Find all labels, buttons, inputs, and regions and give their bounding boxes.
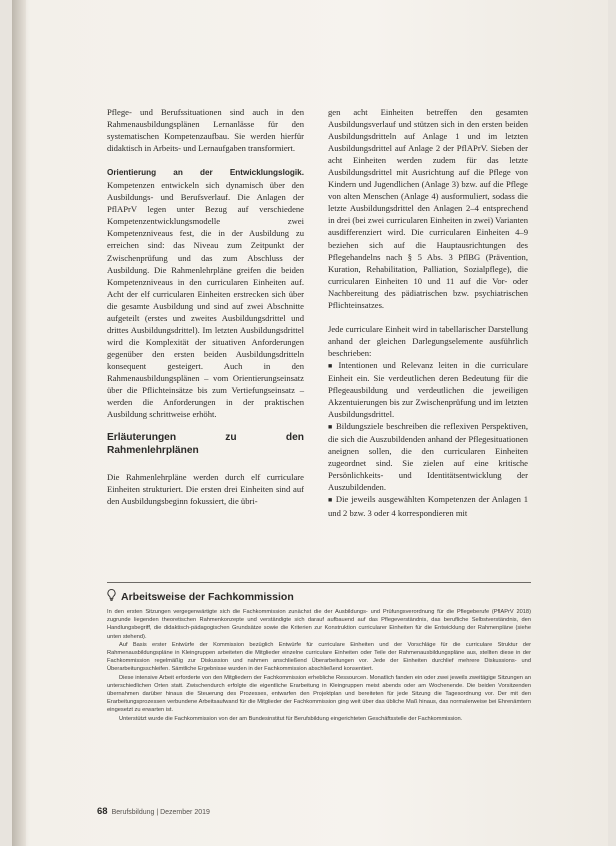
info-box-title: Arbeitsweise der Fachkommission: [121, 590, 294, 603]
section-paragraph: Die Rahmenlehrpläne werden durch elf curriculare Einheiten strukturiert. Die ersten drei Einheiten sind auf den Ausbildungsbeginn fokussiert, die übri-: [107, 472, 304, 507]
page-footer: [97, 806, 210, 817]
page-number: 68: [97, 806, 108, 817]
orientation-title: Orientierung an der Entwicklungslogik.: [107, 168, 304, 178]
publication-name: Berufsbildung | Dezember 2019: [111, 809, 210, 816]
info-box-body: [107, 608, 531, 723]
bullet-item: ■ Die jeweils ausgewählten Kompetenzen der Anlagen 1 und 2 bzw. 3 oder 4 korrespondieren mit: [328, 493, 528, 518]
lightbulb-icon: [107, 589, 116, 604]
info-paragraph: Diese intensive Arbeit erforderte von den Mitgliedern der Fachkommission erhebliche Ressourcen. Monatlich fanden ein oder zwei jeweils zweitägige Sitzungen an unterschiedlichen Orten statt. Zwischendurch erfolgte die eigentliche Erarbeitung in Kleingruppen meist abends oder am Wochenende. Die beiden Vorsitzenden übernahmen darüber hinaus die Steuerung des Prozesses, entwarfen den Projektplan und bereiteten für jede Sitzung die Tagesordnung vor. Der mit den Erarbeitungsprozessen verbundene Arbeitsaufwand für die Mitglieder der Fachkommission ging weit über das übliche Maß hinaus, das normalerweise bei Ehrenämtern eingesetzt zu erwarten ist.: [107, 674, 531, 714]
info-paragraph: Unterstützt wurde die Fachkommission von der am Bundesinstitut für Berufsbildung eingerichteten Geschäftsstelle der Fachkommission.: [119, 715, 463, 722]
info-box: [107, 582, 531, 723]
left-text-column: [107, 106, 304, 519]
info-paragraph: Auf Basis erster Entwürfe der Kommission bezüglich Entwürfe für curriculare Einheiten und der Vorschläge für die curriculare Struktur der Rahmenausbildungspläne in Kleingruppen arbeiteten die Mitglieder einzelne curriculare Einheiten oder Teile der Rahmenausbildungspläne aus, stellten diese in der Fachkommission regelmäßig zur Diskussion und nahmen anschließend Überarbeitungen vor. Jede der Einheiten durchlief mehrere Diskussions- und Überarbeitungsschleifen. Sämtliche Ergebnisse wurden in der Fachkommission abschließend konsentiert.: [107, 641, 531, 673]
orientation-text: Kompetenzen entwickeln sich dynamisch über den Ausbildungs- und Berufsverlauf. Die Anlagen der PflAPrV legen unter Bezug auf verschiedene Kompetenzentwicklungsmodelle zwei Kompetenzniveaus fest, die in der Ausbildung zu erreichen sind: das Niveau zum Zeitpunkt der Zwischenprüfung und das zum Abschluss der Ausbildung. Die Rahmenlehrpläne greifen die beiden Kompetenzniveaus in den curricularen Einheiten auf. Acht der elf curricularen Einheiten erstrecken sich über die gesamte Ausbildung und sind auf zwei Abschnitte aufgeteilt (erstes und zweites Ausbildungsdrittel und drittes Ausbildungsdrittel). Im letzten Ausbildungsdrittel wird die Komplexität der situativen Anforderungen gegenüber den ersten beiden Ausbildungsdritteln konsequent gesteigert. Auch in den Rahmenausbildungsplänen – vom Orientierungseinsatz über die Pflichteinsätze bis zum Vertiefungseinsatz – werden die Anforderungen in der praktischen Ausbildung schrittweise erhöht.: [107, 180, 304, 420]
right-paragraph-1: gen acht Einheiten betreffen den gesamten Ausbildungsverlauf und stützen sich in den ersten beiden Ausbildungsdritteln auf Anlage 1 und im letzten Ausbildungsdrittel auf Anlage 2 der PflAPrV. Sieben der acht Einheiten werden zudem für das letzte Ausbildungsdrittel mit Ausrichtung auf die Pflege von Kindern und Jugendlichen (Anlage 3) bzw. auf die Pflege von alten Menschen (Anlage 4) ausformuliert, sodass die letzte Ausbildungsdrittel den Anlagen 2–4 entsprechend in drei (bei zwei curricularen Einheiten in zwei) Varianten ausdifferenziert wird. Die curricularen Einheiten 4–9 beziehen sich auf die Hauptausrichtungen des Pflegehandelns nach § 5 Abs. 3 PflBG (Prävention, Kuration, Rehabilitation, Palliation, Sozialpflege), die curricularen Einheiten 10 und 11 auf die Vor- oder Nachbereitung des pädiatrischen bzw. psychiatrischen Pflichteinsatzes.: [328, 107, 528, 310]
right-text-column: [328, 106, 528, 519]
section-heading: Erläuterungen zu den Rahmenlehrplänen: [107, 432, 304, 456]
intro-paragraph: Pflege- und Berufssituationen sind auch in den Rahmenausbildungsplänen Lernanlässe für den systematischen Kompetenzaufbau. Sie werden hierfür didaktisch in Arbeits- und Lernaufgaben transformiert.: [107, 107, 304, 154]
right-paragraph-2: Jede curriculare Einheit wird in tabellarischer Darstellung anhand der gleichen Darlegungselemente ausführlich beschrieben:: [328, 323, 528, 358]
bullet-item: ■ Bildungsziele beschreiben die reflexiven Perspektiven, die sich die Auszubildenden anhand der Pflegesituationen aneignen sollen, die den curricularen Einheiten zugeordnet sind. Sie zielen auf eine kritische Persönlichkeits- und Identitätsentwicklung der Auszubildenden.: [328, 420, 528, 493]
info-box-header: [107, 589, 531, 604]
orientation-paragraph: [107, 166, 304, 420]
page-spine: [12, 0, 26, 846]
bullet-item: ■ Intentionen und Relevanz leiten in die curriculare Einheit ein. Sie verdeutlichen deren Bedeutung für die Pflegeausbildung und verdeutlichen die jeweiligen Akzentuierungen bis zur Zwischenprüfung und im letzten Ausbildungsdrittel.: [328, 359, 528, 420]
info-paragraph: In den ersten Sitzungen vergegenwärtigte sich die Fachkommission zunächst die der Ausbildungs- und Prüfungsverordnung für die Pflegeberufe (PflAPrV 2018) zugrunde liegenden theoretischen Rahmenkonzepte und verständigte sich darauf aufbauend auf das Pflegeverständnis, das berufliche Selbstverständnis, den Handlungsbegriff, die didaktisch-pädagogischen Grundsätze sowie die Kriterien zur Konstruktion curricularer Einheiten für die Entwicklung der Rahmenpläne (siehe unten stehend).: [107, 609, 531, 640]
